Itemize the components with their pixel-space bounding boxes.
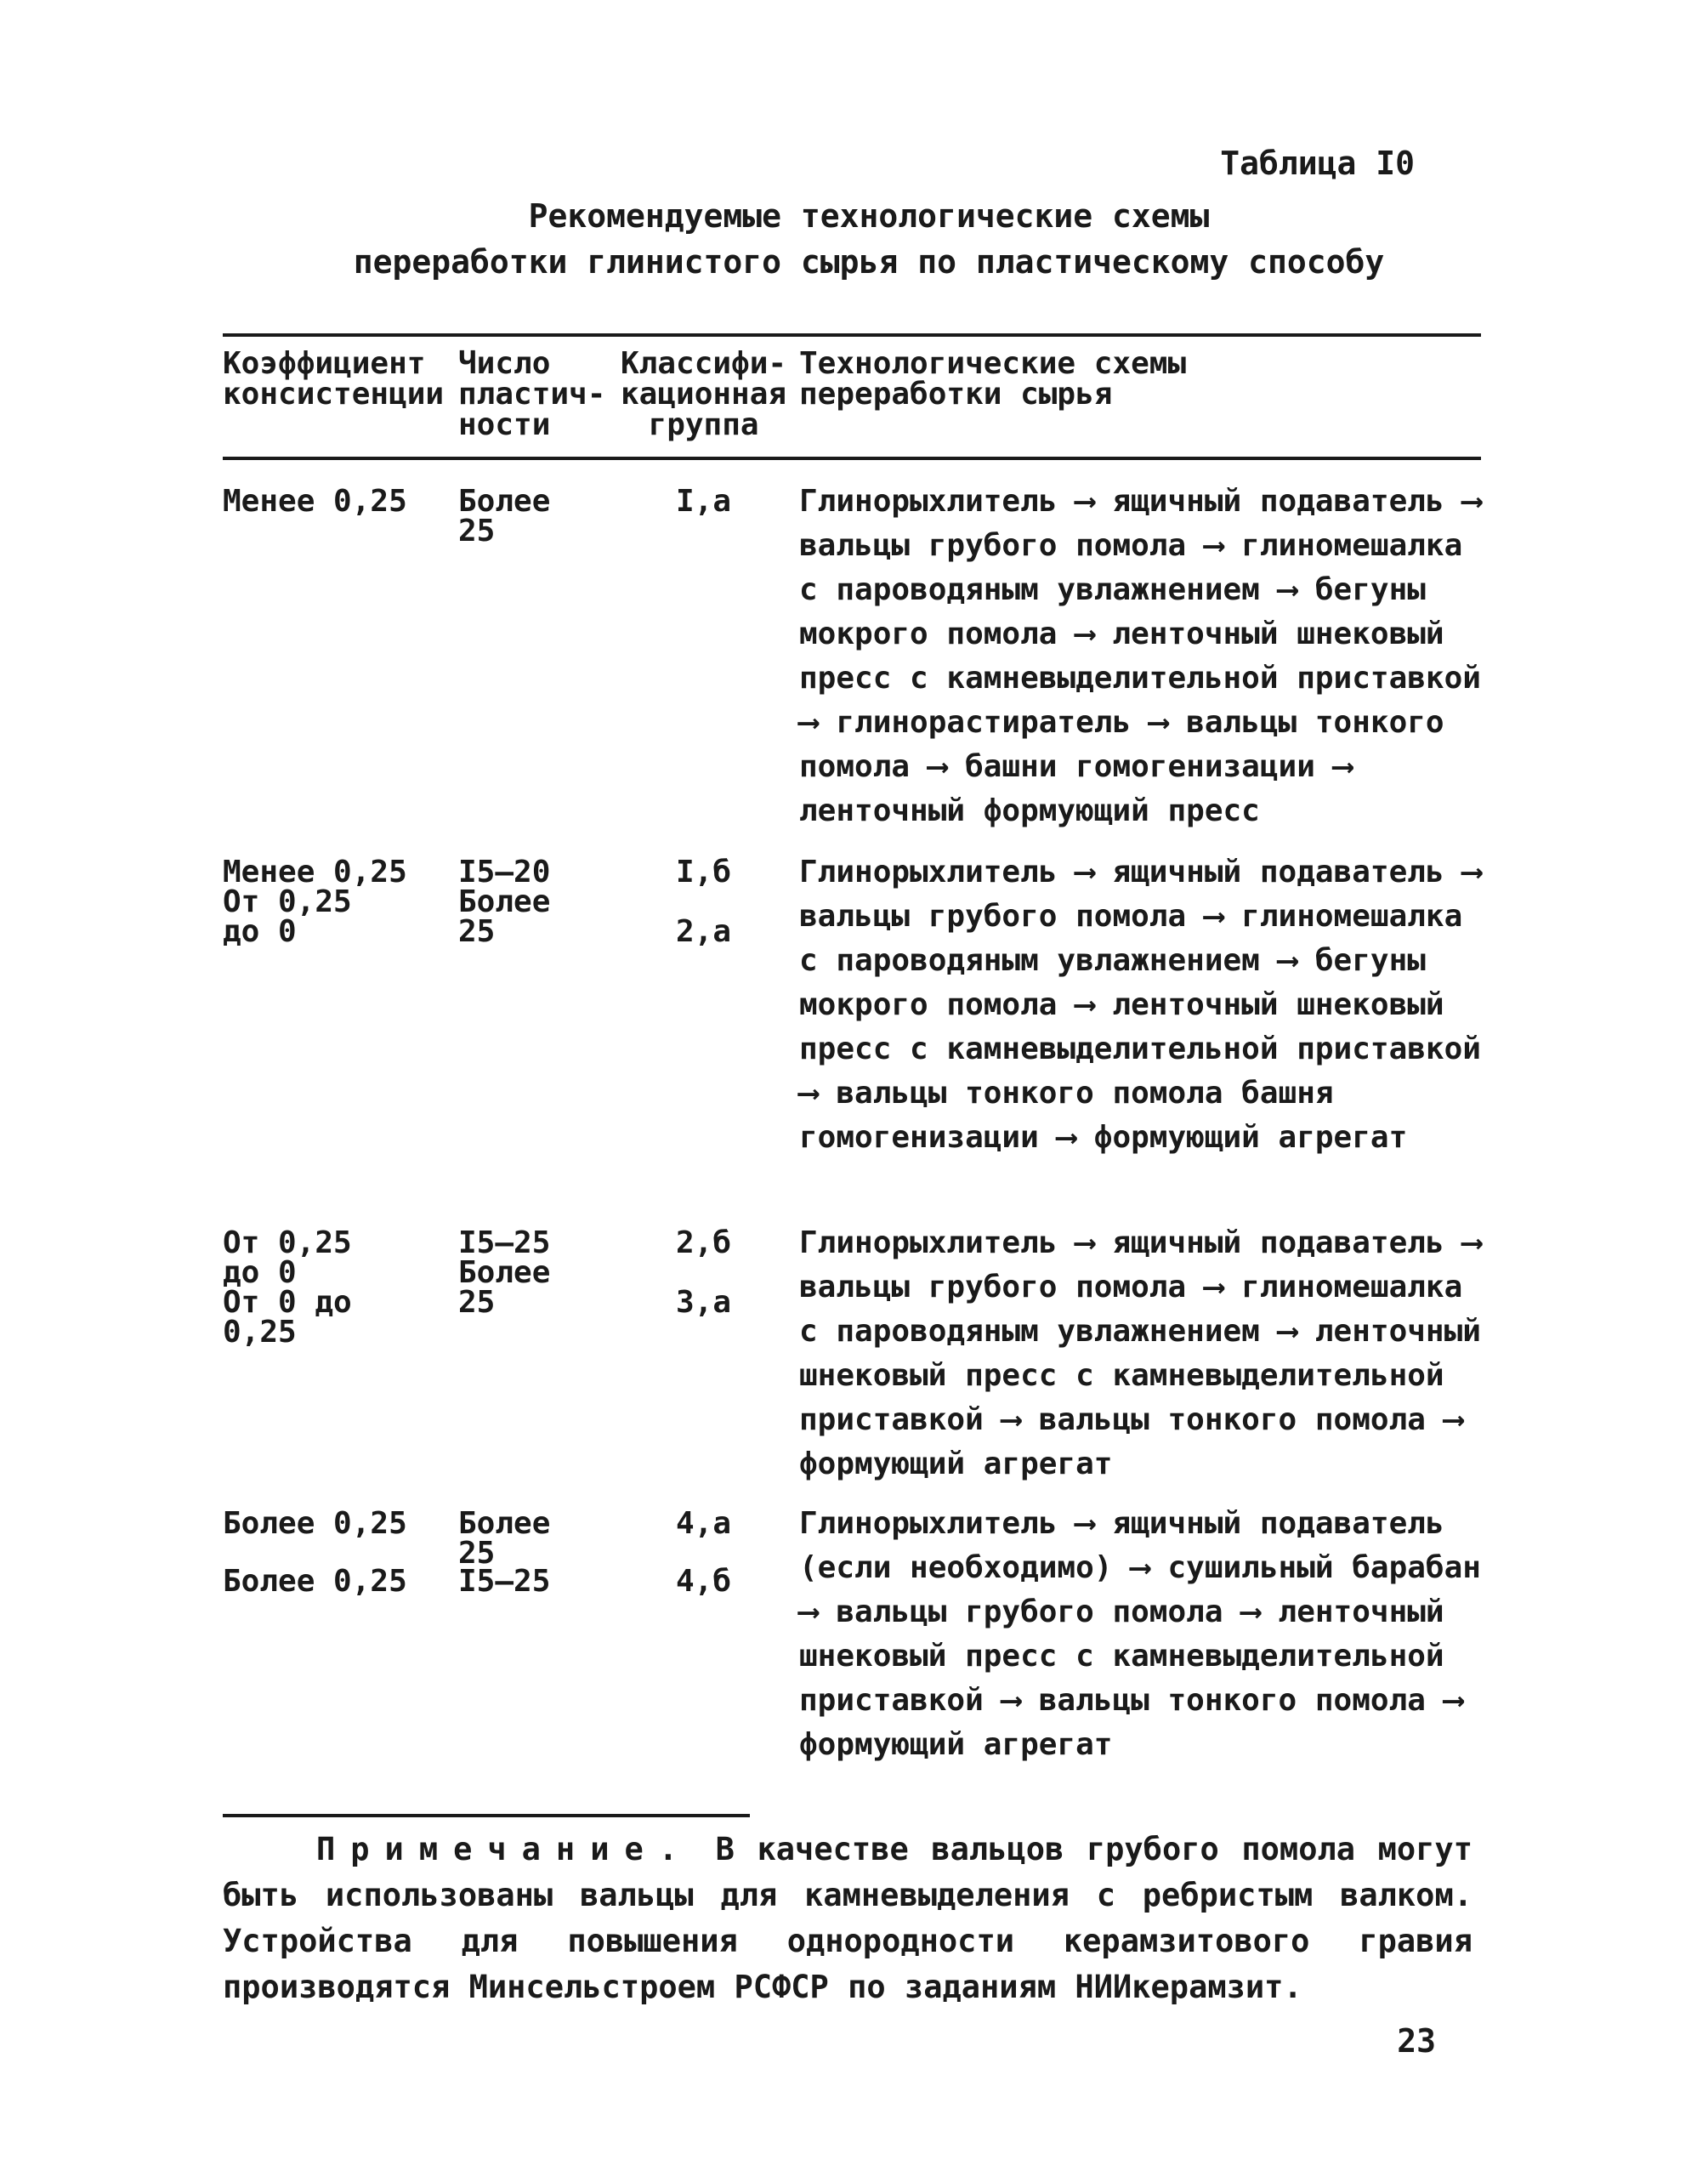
table-number: Таблица I0	[1220, 145, 1415, 182]
table-header-rule	[223, 457, 1481, 460]
note-text: В качестве вальцов грубого помола могут быть использованы вальцы для камневыделения с ребристым валком. Устройства для повышения однородности керамзитового гравия производятся Минсельстроем РСФСР по заданиям НИИкерамзит.	[223, 1831, 1473, 2005]
row2-plasticity: I5–20 Более 25	[458, 855, 551, 949]
header-plasticity-number: Число пластич- ности	[458, 346, 606, 442]
row4-plasticity-b: I5–25	[458, 1564, 551, 1599]
row3-coefficient: От 0,25 до 0 От 0 до 0,25	[223, 1225, 352, 1350]
note-label: Примечание.	[316, 1831, 694, 1867]
row2-coefficient: Менее 0,25 От 0,25 до 0	[223, 855, 407, 949]
header-consistency-coefficient: Коэффициент консистенции	[223, 346, 445, 412]
table-top-rule	[223, 333, 1481, 337]
row3-plasticity: I5–25 Более 25	[458, 1225, 551, 1320]
row1-plasticity: Более 25	[458, 484, 551, 549]
row2-group-b: 2,а	[675, 914, 731, 949]
table-title-line-2: переработки глинистого сырья по пластическому способу	[353, 243, 1385, 281]
row3-scheme: Глинорыхлитель ⟶ ящичный подаватель ⟶ вальцы грубого помола ⟶ глиномешалка с пароводяным увлажнением ⟶ ленточный шнековый пресс с камневыделительной приставкой ⟶ вальцы тонкого помола ⟶ формующий агрегат	[799, 1225, 1481, 1481]
row4-coefficient-b: Более 0,25	[223, 1564, 407, 1599]
table-title-line-1: Рекомендуемые технологические схемы	[528, 197, 1210, 235]
row4-coefficient-a: Более 0,25	[223, 1506, 407, 1541]
row4-plasticity-a: Более 25	[458, 1506, 551, 1571]
header-technological-schemes: Технологические схемы переработки сырья	[799, 346, 1187, 412]
row4-group-b: 4,б	[675, 1564, 731, 1599]
row1-scheme: Глинорыхлитель ⟶ ящичный подаватель ⟶ вальцы грубого помола ⟶ глиномешалка с пароводяным увлажнением ⟶ бегуны мокрого помола ⟶ ленточный шнековый пресс с камневыделительной приставкой ⟶ глинорастиратель ⟶ вальцы тонкого помола ⟶ башни гомогенизации ⟶ ленточный формующий пресс	[799, 484, 1481, 828]
row1-group: I,а	[675, 484, 731, 519]
row2-scheme: Глинорыхлитель ⟶ ящичный подаватель ⟶ вальцы грубого помола ⟶ глиномешалка с пароводяным увлажнением ⟶ бегуны мокрого помола ⟶ ленточный шнековый пресс с камневыделительной приставкой ⟶ вальцы тонкого помола башня гомогенизации ⟶ формующий агрегат	[799, 855, 1481, 1155]
row3-group-a: 2,б	[675, 1225, 731, 1260]
header-classification-group: Классифи- кационная группа	[621, 346, 787, 442]
page-number: 23	[1397, 2022, 1436, 2060]
row4-group-a: 4,а	[675, 1506, 731, 1541]
row3-group-b: 3,а	[675, 1285, 731, 1320]
row4-scheme: Глинорыхлитель ⟶ ящичный подаватель (если необходимо) ⟶ сушильный барабан ⟶ вальцы грубого помола ⟶ ленточный шнековый пресс с камневыделительной приставкой ⟶ вальцы тонкого помола ⟶ формующий агрегат	[799, 1506, 1481, 1762]
footnote-rule	[223, 1814, 750, 1817]
row1-coefficient: Менее 0,25	[223, 484, 407, 519]
row2-group-a: I,б	[675, 855, 731, 890]
table-note	[223, 1827, 1473, 2010]
